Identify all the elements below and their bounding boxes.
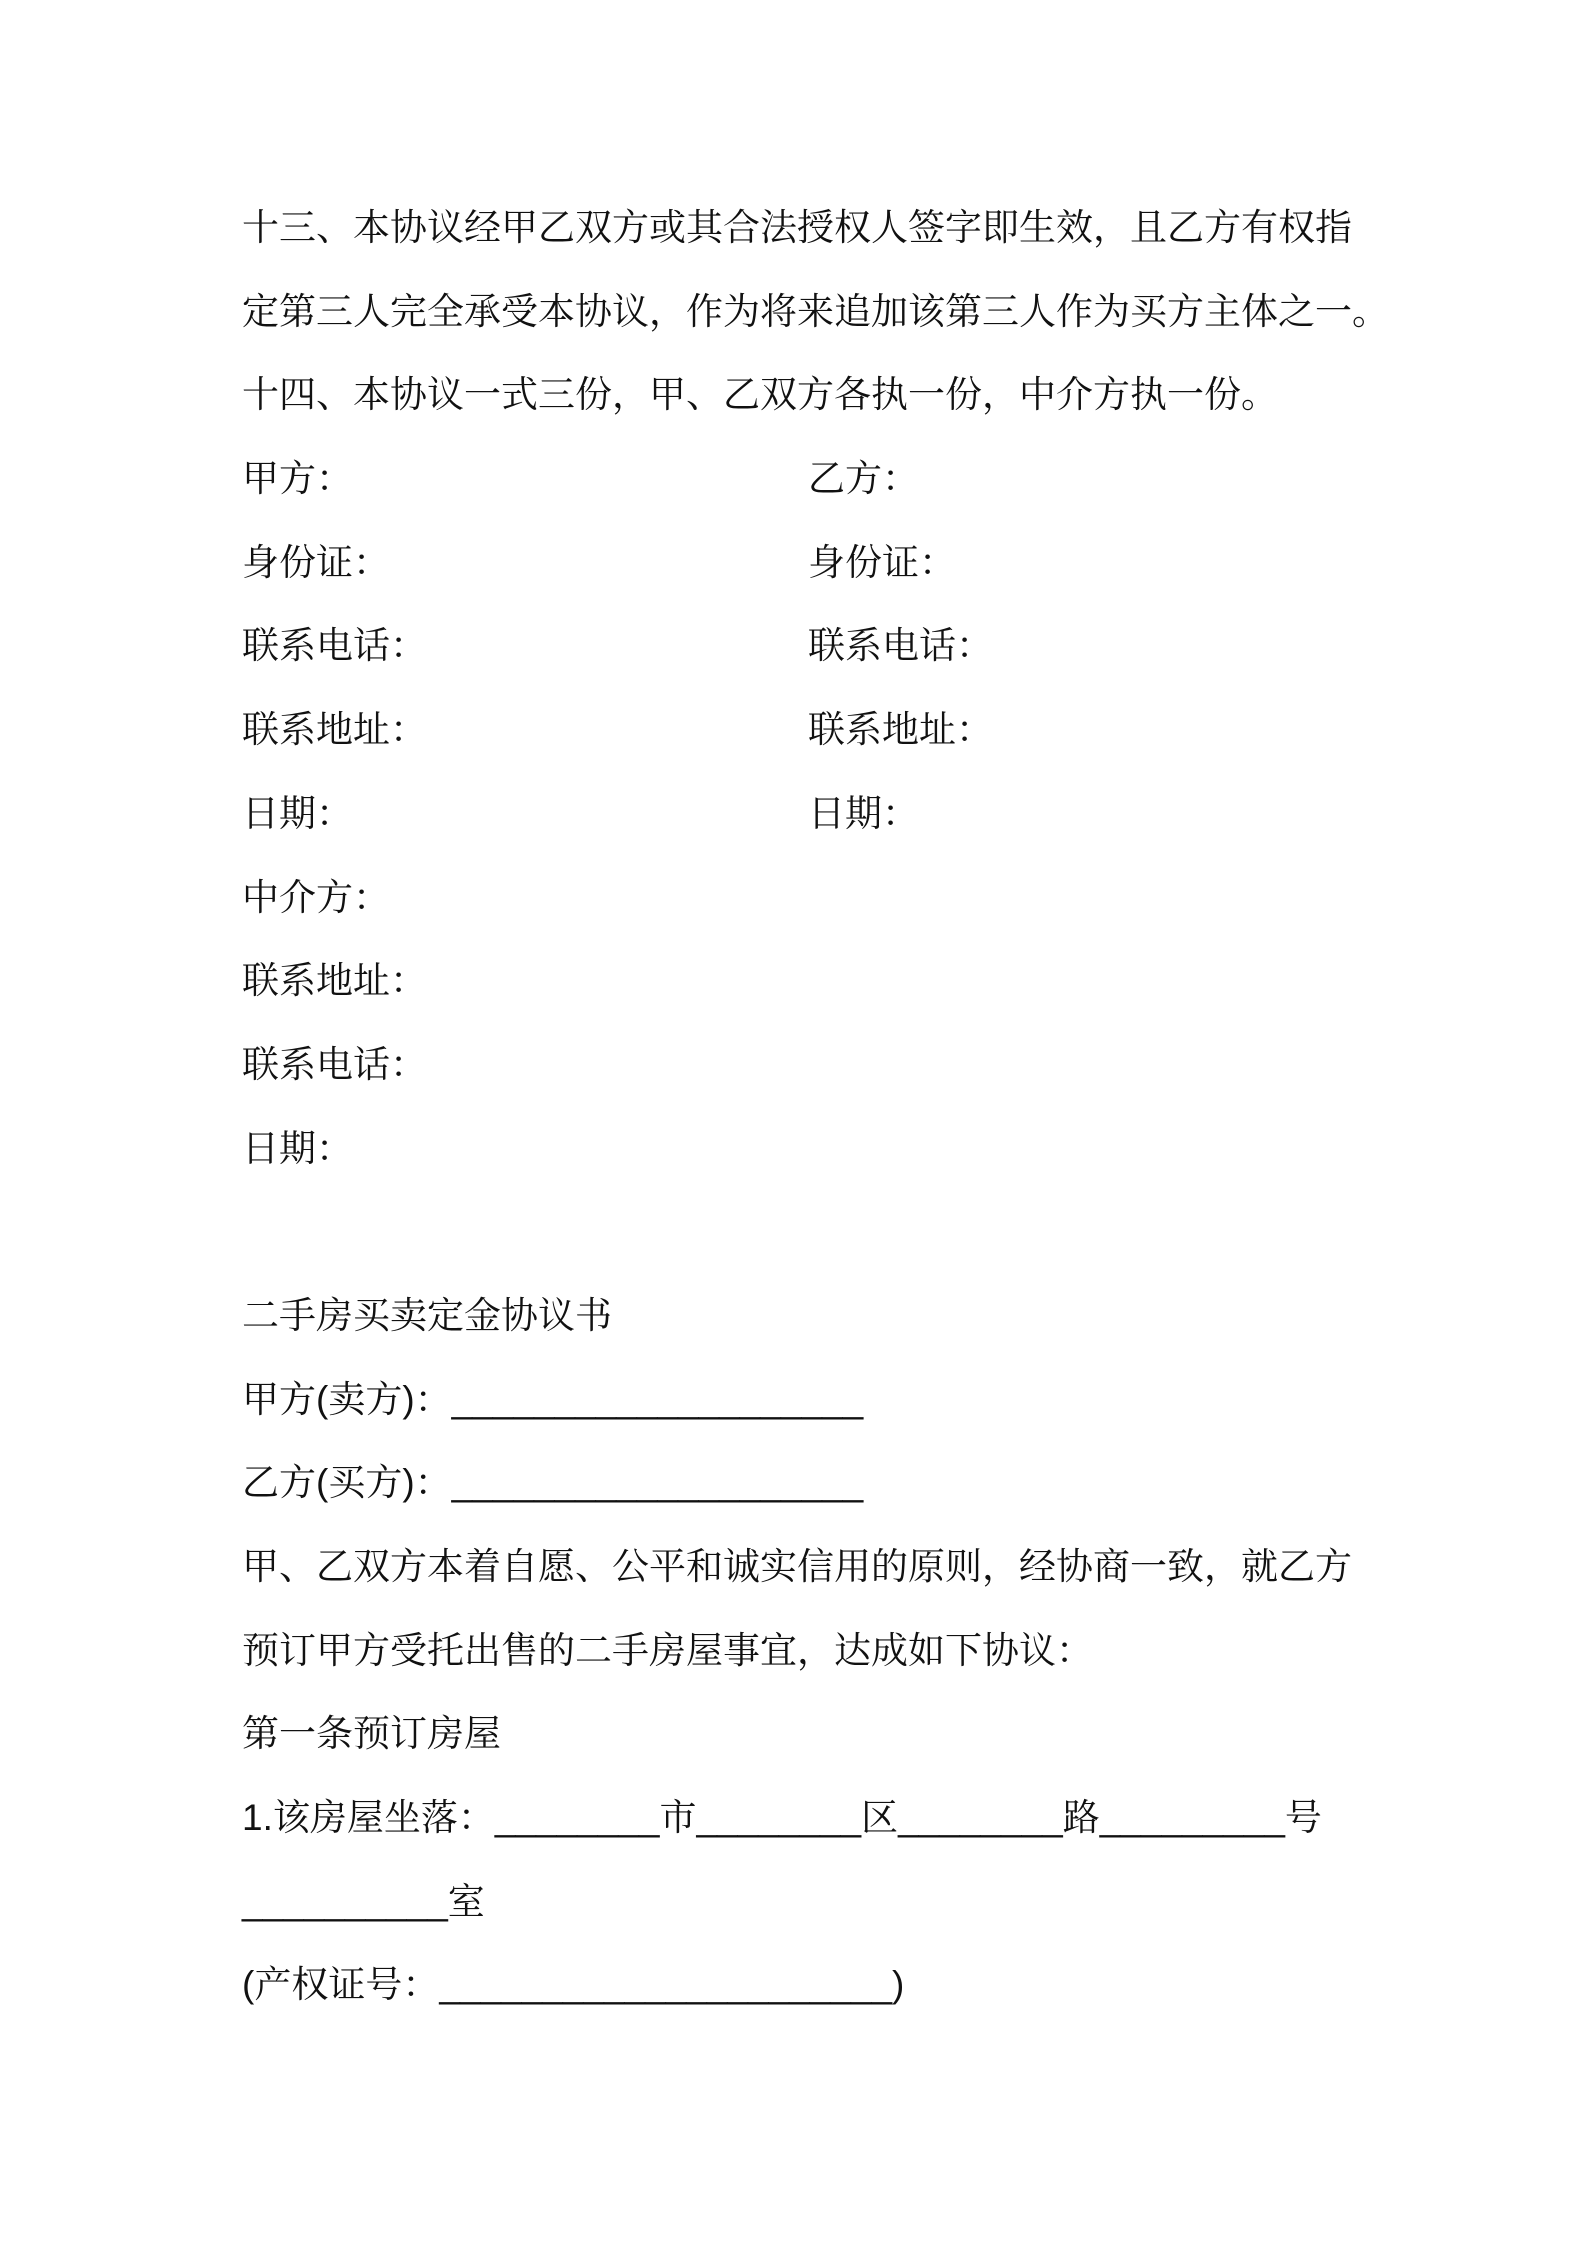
signature-row-id: [242, 521, 1442, 605]
section-spacer: [242, 1190, 1442, 1274]
signature-row-phone: [242, 604, 1442, 688]
agent-name-label: 中介方：: [242, 876, 390, 918]
buyer-line: 乙方(买方)：____________________: [242, 1462, 864, 1504]
party-a-phone-label: 联系电话：: [242, 625, 427, 667]
party-a-id-label: 身份证：: [242, 541, 390, 583]
party-b-date-label: 日期：: [808, 792, 919, 834]
signature-row-name: [242, 437, 1442, 521]
intro-line-1: 甲、乙双方本着自愿、公平和诚实信用的原则，经协商一致，就乙方: [242, 1546, 1352, 1587]
clause-14: 十四、本协议一式三份，甲、乙双方各执一份，中介方执一份。: [242, 374, 1278, 416]
agent-address-label: 联系地址：: [242, 960, 427, 1002]
party-a-address-label: 联系地址：: [242, 709, 427, 751]
article-1-title: 第一条预订房屋: [242, 1713, 501, 1755]
property-location-line-2: __________室: [242, 1880, 485, 1922]
seller-line: 甲方(卖方)：____________________: [242, 1378, 864, 1420]
property-location-line-1: 1.该房屋坐落：________市________区________路_________号: [242, 1797, 1322, 1839]
clause-13-line-2: 定第三人完全承受本协议，作为将来追加该第三人作为买方主体之一。: [242, 290, 1389, 332]
agent-phone-label: 联系电话：: [242, 1043, 427, 1085]
signature-row-date: [242, 772, 1442, 856]
party-b-phone-label: 联系电话：: [808, 625, 993, 667]
deposit-agreement-title: 二手房买卖定金协议书: [242, 1294, 612, 1336]
agent-date-label: 日期：: [242, 1127, 353, 1169]
property-certificate-line: (产权证号：______________________): [242, 1964, 905, 2006]
intro-line-2: 预订甲方受托出售的二手房屋事宜，达成如下协议：: [242, 1629, 1093, 1671]
party-b-name-label: 乙方：: [808, 458, 919, 500]
document-body: [242, 186, 1442, 2027]
party-b-address-label: 联系地址：: [808, 709, 993, 751]
signature-row-address: [242, 688, 1442, 772]
party-b-id-label: 身份证：: [808, 541, 956, 583]
party-a-name-label: 甲方：: [242, 458, 353, 500]
clause-13-line-1: 十三、本协议经甲乙双方或其合法授权人签字即生效，且乙方有权指: [242, 207, 1352, 248]
party-a-date-label: 日期：: [242, 792, 353, 834]
